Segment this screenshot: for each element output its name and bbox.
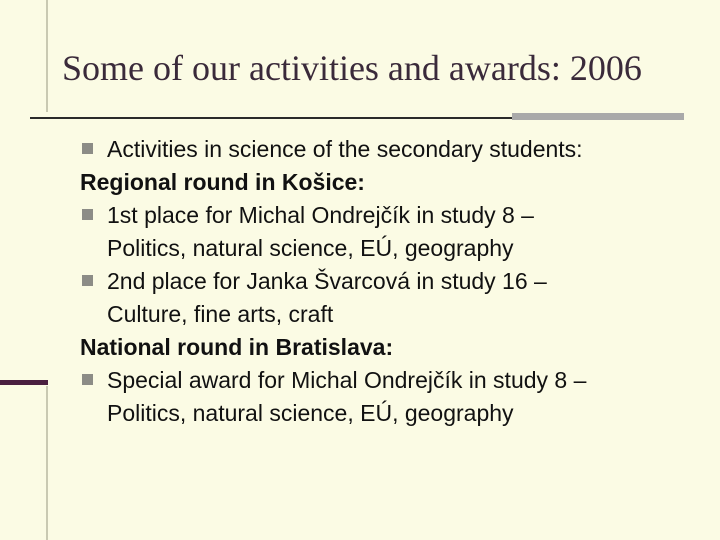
title-underline xyxy=(30,117,516,119)
section-heading-national: National round in Bratislava: xyxy=(80,334,394,360)
left-vertical-rule-bottom xyxy=(46,386,48,540)
bullet-text: Special award for Michal Ondrejčík in study 8 – xyxy=(107,367,587,393)
bullet-continuation: Politics, natural science, EÚ, geography xyxy=(107,235,514,261)
square-bullet-icon xyxy=(82,275,93,286)
title-underline-accent xyxy=(512,113,684,120)
bullet-item xyxy=(80,133,710,166)
bullet-text: 2nd place for Janka Švarcová in study 16 – xyxy=(107,268,547,294)
square-bullet-icon xyxy=(82,374,93,385)
square-bullet-icon xyxy=(82,143,93,154)
bullet-item xyxy=(80,265,710,298)
left-vertical-rule-top xyxy=(46,0,48,112)
section-heading-regional: Regional round in Košice: xyxy=(80,169,365,195)
bullet-text: 1st place for Michal Ondrejčík in study 8 – xyxy=(107,202,534,228)
bullet-item xyxy=(80,364,710,397)
square-bullet-icon xyxy=(82,209,93,220)
bullet-continuation: Politics, natural science, EÚ, geography xyxy=(107,400,514,426)
slide-content xyxy=(80,133,710,430)
bullet-item xyxy=(80,199,710,232)
bullet-text: Activities in science of the secondary students: xyxy=(107,136,583,162)
slide-title: Some of our activities and awards: 2006 xyxy=(62,48,642,88)
bullet-continuation: Culture, fine arts, craft xyxy=(107,301,334,327)
left-accent-bar xyxy=(0,380,48,385)
